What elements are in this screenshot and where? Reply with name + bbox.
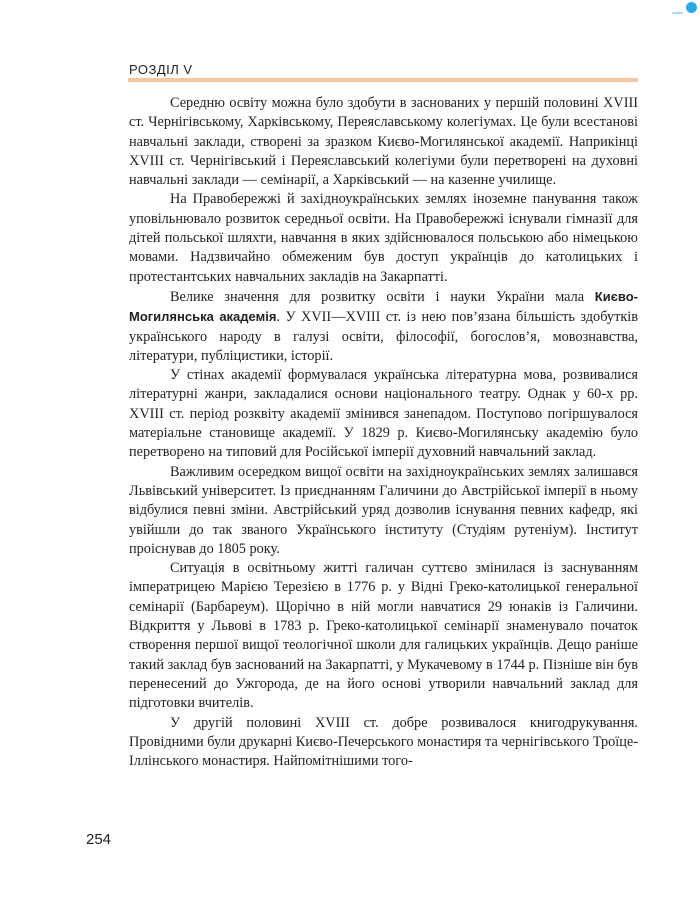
paragraph-2: На Правобережжі й західноукраїнських землях іноземне панування також уповільнювало розвиток середньої освіти. На Правобережжі існували гімназії для дітей польської шляхти, навчання в яких здійснювалося польською або німецькою мовами. Надзвичайно обмеженим був доступ українців до католицьких і протестантських навчальних закладів на Закарпатті. [129, 191, 638, 285]
paragraph-3 [129, 287, 638, 366]
key-term-kyiv-mohyla-academy: Києво-Могилянська академія [129, 288, 638, 325]
main-text [129, 94, 638, 771]
paragraph-3-end: . У XVII—XVIII ст. із нею пов’язана більшість здобутків українського народу в галузі освіти, філософії, богослов’я, мовознавства, літератури, публіцистики, історії. [129, 309, 638, 364]
page-number: 254 [86, 831, 112, 848]
publisher-logo-caption: osvita [672, 10, 683, 15]
header-divider [128, 78, 638, 82]
publisher-logo-icon [686, 2, 697, 13]
paragraph-4: У стінах академії формувалася українська літературна мова, розвивалися літературні жанри, закладалися основи національного театру. Однак у 60-х рр. XVIII ст. період розквіту академії змінився занепадом. Поступово погіршувалося матеріальне становище академії. У 1829 р. Києво-Могилянську академію було перетворено на типовий для Російської імперії духовний навчальний заклад. [129, 367, 638, 461]
paragraph-3-start: Велике значення для розвитку освіти і науки України мала [170, 288, 595, 305]
paragraph-6: Ситуація в освітньому житті галичан суттєво змінилася із заснуванням імператрицею Марією Терезією в 1776 р. у Відні Греко-католицької генеральної семінарії (Барбареум). Щорічно в ній могли навчатися 29 юнаків із Галичини. Відкриття у Львові в 1783 р. Греко-католицької семінарії знаменувало початок створення першої вищої теологічної школи для галицьких українців. Дещо раніше такий заклад був заснований на Закарпатті, у Мукачевому в 1744 р. Пізніше він був перенесений до Ужгорода, де на його основі утворили навчальний заклад для підготовки вчителів. [129, 560, 638, 712]
section-header: РОЗДІЛ V [129, 62, 193, 77]
paragraph-1: Середню освіту можна було здобути в заснованих у першій половині XVIII ст. Чернігівському, Харківському, Переяславському колегіумах. Це були всестанові навчальні заклади, створені за зразком Києво-Могилянської академії. Наприкінці XVIII ст. Чернігівський і Переяславський колегіуми були перетворені на духовні навчальні заклади — семінарії, а Харківський — на казенне училище. [129, 95, 638, 189]
paragraph-5: Важливим осередком вищої освіти на західноукраїнських землях залишався Львівський університет. Із приєднанням Галичини до Австрійської імперії в ньому відбулися певні зміни. Австрійський уряд дозволив існування певних кафедр, які увійшли до так званого Українського інституту (Студіям рутеніум). Інститут проіснував до 1805 року. [129, 463, 638, 557]
paragraph-7: У другій половині XVIII ст. добре розвивалося книгодрукування. Провідними були друкарні Києво-Печерського монастиря та чернігівського Троїце-Іллінського монастиря. Найпомітнішими того- [129, 714, 638, 770]
